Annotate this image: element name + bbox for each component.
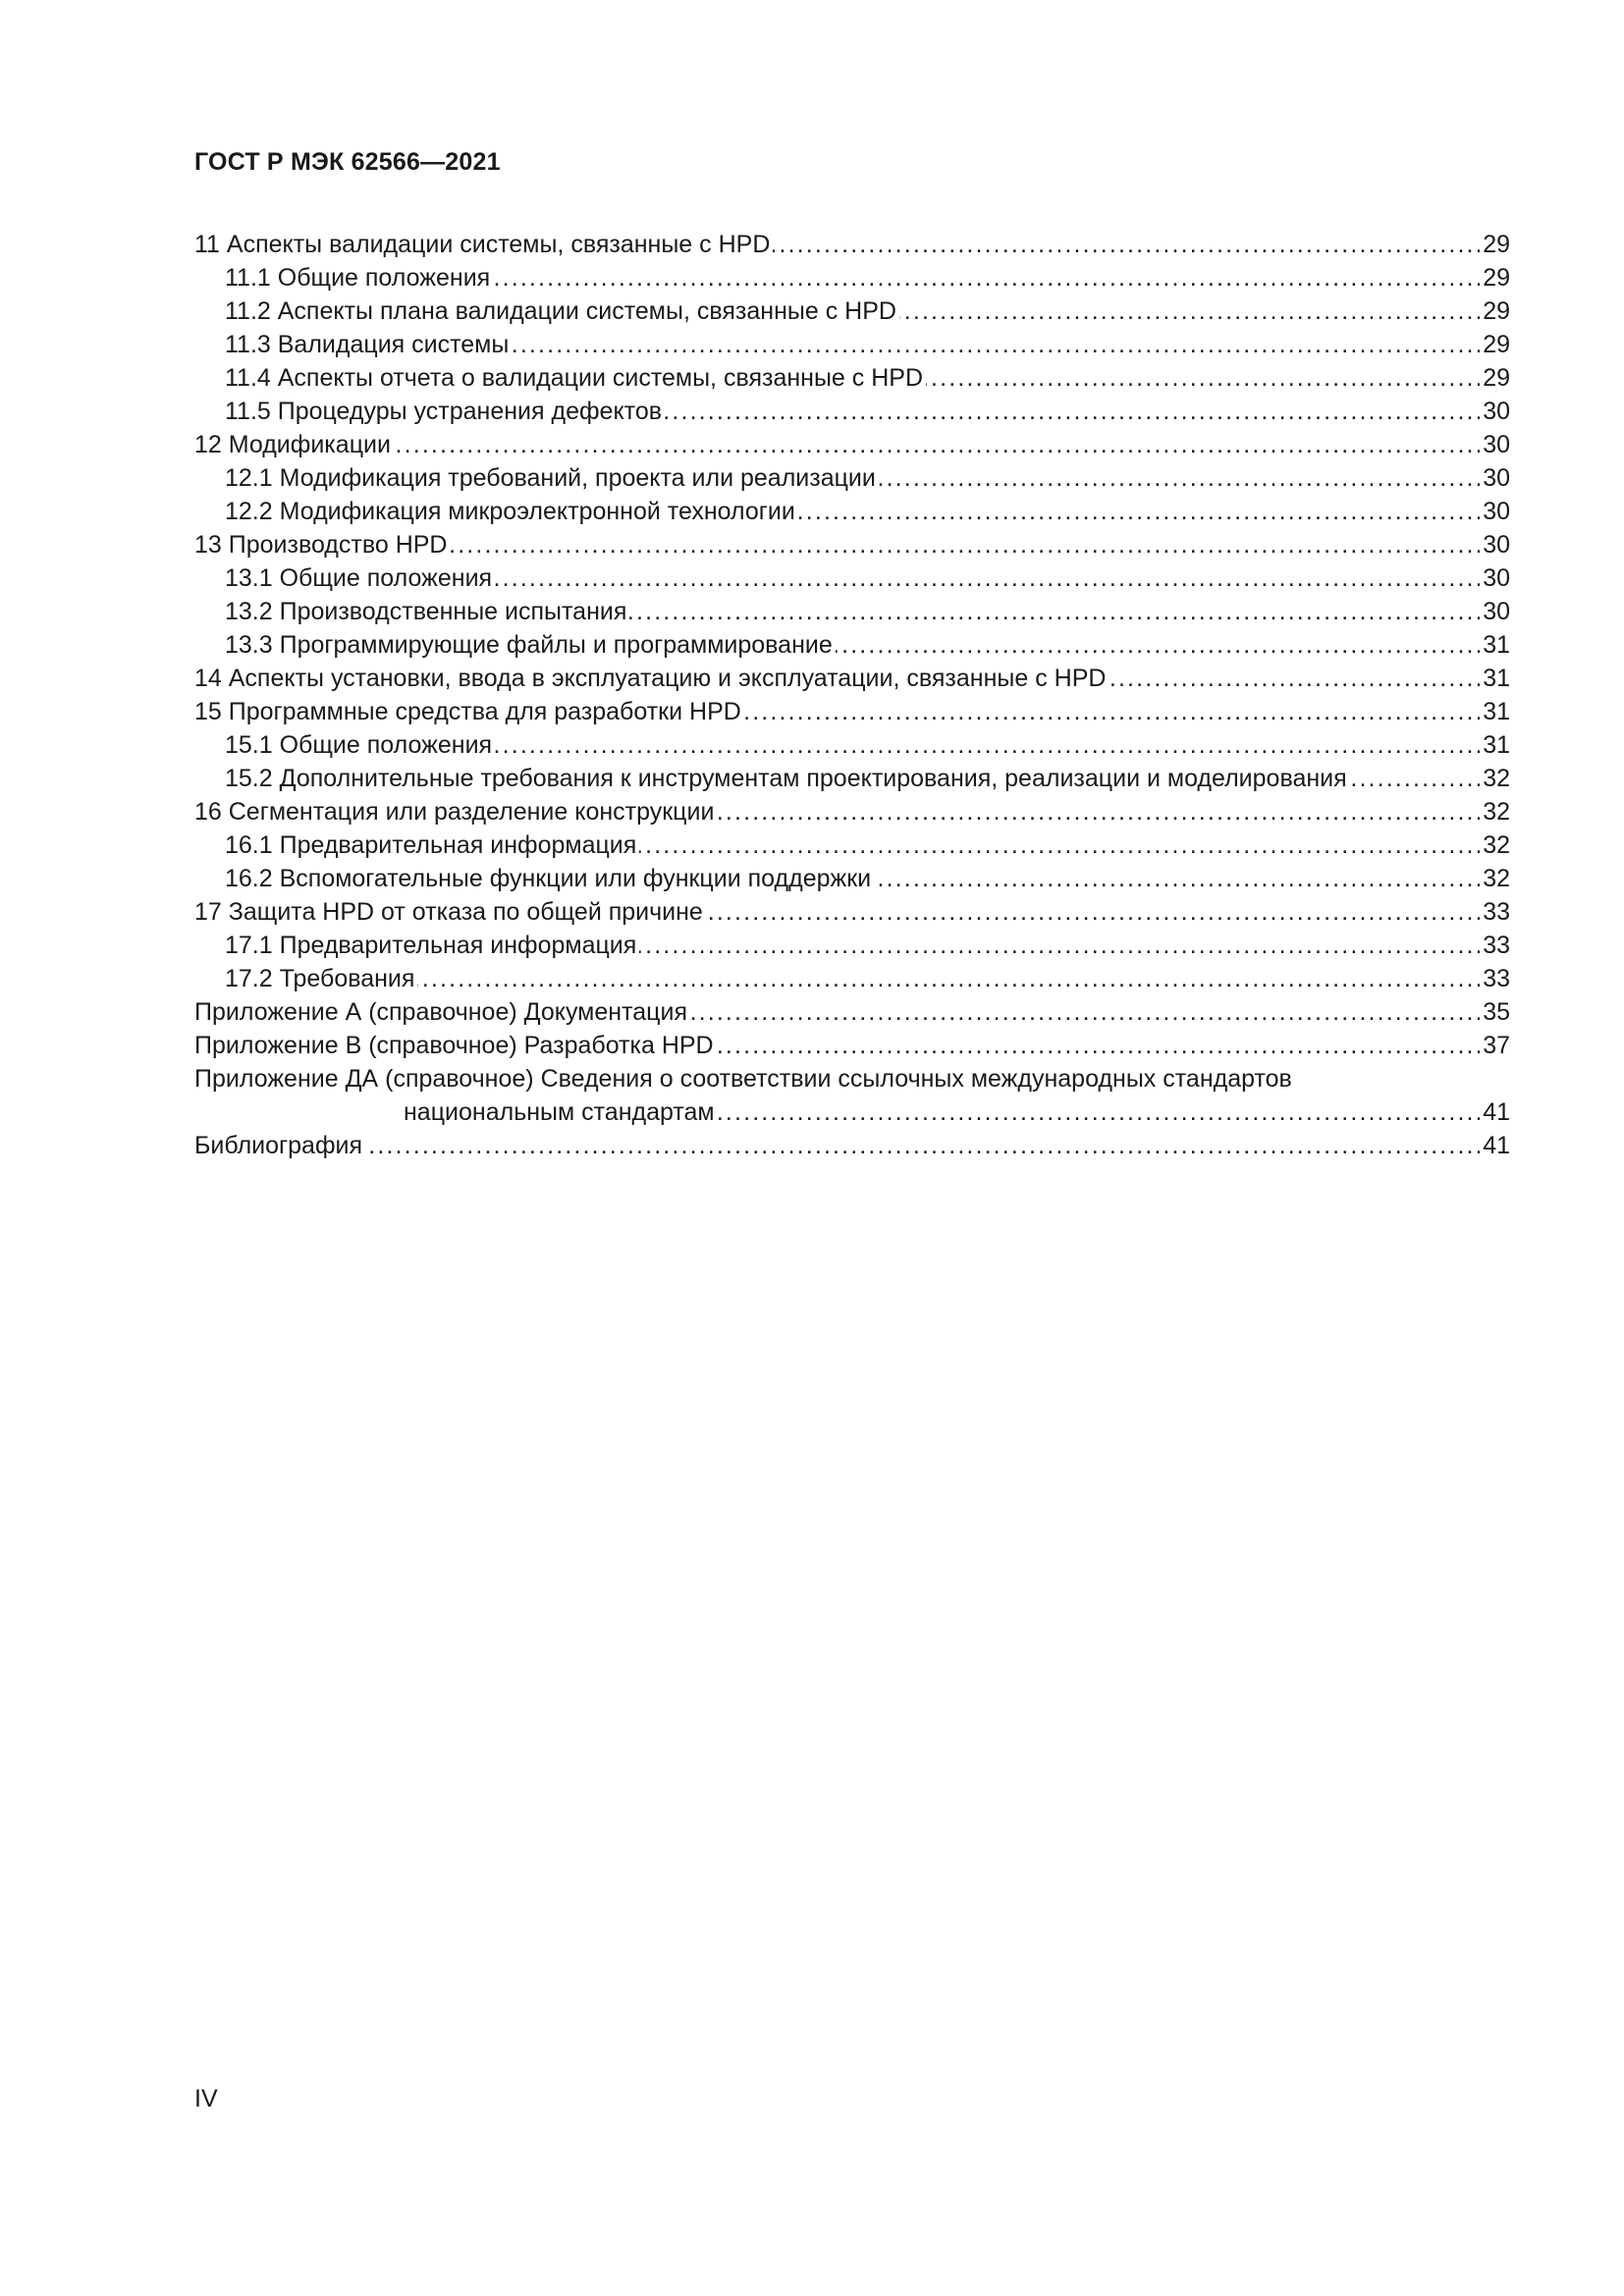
toc-entry-page: 29 — [1483, 364, 1510, 392]
toc-dot-leader — [636, 828, 1483, 862]
toc-entry-page: 35 — [1483, 998, 1510, 1026]
toc-entry[interactable] — [194, 728, 1510, 762]
toc-dot-leader — [1347, 762, 1484, 795]
toc-entry-title: 15.1 Общие положения — [225, 731, 493, 759]
toc-entry[interactable] — [194, 294, 1510, 328]
toc-entry-title: 17.2 Требования — [225, 965, 415, 992]
toc-entry-page: 30 — [1483, 464, 1510, 492]
toc-entry-page: 30 — [1483, 598, 1510, 625]
toc-dot-leader — [509, 328, 1483, 361]
toc-entry-title: 12.2 Модификация микроэлектронной технологии — [225, 498, 795, 525]
toc-entry-title: 13 Производство HPD — [194, 531, 448, 559]
toc-dot-leader — [492, 561, 1483, 595]
toc-dot-leader — [490, 261, 1483, 294]
toc-entry-title: 16.2 Вспомогательные функции или функции поддержки — [225, 865, 872, 892]
toc-entry-page: 29 — [1483, 264, 1510, 292]
toc-entry-page: 32 — [1483, 865, 1510, 892]
toc-dot-leader — [636, 929, 1483, 962]
toc-entry[interactable] — [194, 561, 1510, 595]
toc-entry-page: 32 — [1483, 831, 1510, 859]
toc-dot-leader — [391, 428, 1483, 461]
toc-entry-title: 11.1 Общие положения — [225, 264, 491, 292]
toc-entry-title: 11.2 Аспекты плана валидации системы, связанные с HPD — [225, 297, 896, 325]
toc-entry-title: Приложение В (справочное) Разработка HPD — [194, 1032, 714, 1059]
toc-entry-title: 17 Защита HPD от отказа по общей причине — [194, 898, 703, 926]
page-number: IV — [194, 2085, 218, 2112]
toc-entry-title: 16.1 Предварительная информация — [225, 831, 637, 859]
toc-entry[interactable] — [194, 762, 1510, 795]
toc-dot-leader — [414, 962, 1483, 995]
toc-entry-page: 30 — [1483, 398, 1510, 425]
toc-entry[interactable] — [194, 929, 1510, 962]
toc-entry-title: 11.4 Аспекты отчета о валидации системы, связанные с HPD — [225, 364, 924, 392]
toc-entry-page: 30 — [1483, 498, 1510, 525]
toc-entry-page: 32 — [1483, 798, 1510, 826]
toc-entry-title: 13.2 Производственные испытания — [225, 598, 627, 625]
toc-entry-page: 33 — [1483, 965, 1510, 992]
toc-entry-title: 16 Сегментация или разделение конструкции — [194, 798, 715, 826]
toc-entry-page: 29 — [1483, 297, 1510, 325]
toc-entry[interactable] — [194, 595, 1510, 628]
toc-dot-leader — [741, 695, 1483, 728]
toc-dot-leader — [833, 628, 1483, 662]
toc-entry[interactable] — [194, 628, 1510, 662]
toc-entry-title: Библиография — [194, 1132, 363, 1159]
toc-entry-title: Приложение А (справочное) Документация — [194, 998, 687, 1026]
toc-entry-title: 12.1 Модификация требований, проекта или реализации — [225, 464, 876, 492]
toc-entry-title: 11.3 Валидация системы — [225, 331, 510, 358]
toc-entry-page: 41 — [1483, 1132, 1510, 1159]
toc-entry-page: 31 — [1483, 631, 1510, 659]
toc-entry-title: 17.1 Предварительная информация — [225, 932, 637, 959]
toc-dot-leader — [876, 461, 1483, 495]
toc-entry-page: 41 — [1483, 1098, 1510, 1126]
document-header: ГОСТ Р МЭК 62566—2021 — [194, 148, 501, 176]
toc-dot-leader — [687, 995, 1483, 1029]
toc-entry-title: 15 Программные средства для разработки HPD — [194, 698, 741, 725]
toc-dot-leader — [1106, 662, 1483, 695]
toc-entry-page: 31 — [1483, 731, 1510, 759]
toc-entry-title: 11 Аспекты валидации системы, связанные с HPD — [194, 231, 771, 258]
toc-entry[interactable] — [194, 528, 1510, 561]
toc-entry-page: 31 — [1483, 665, 1510, 692]
toc-entry-page: 33 — [1483, 932, 1510, 959]
toc-dot-leader — [714, 1029, 1484, 1062]
toc-dot-leader — [770, 228, 1483, 261]
toc-dot-leader — [871, 862, 1483, 895]
toc-entry-page: 29 — [1483, 231, 1510, 258]
toc-entry-page: 30 — [1483, 564, 1510, 592]
toc-entry[interactable] — [194, 1062, 1510, 1095]
toc-dot-leader — [923, 361, 1483, 395]
toc-entry[interactable] — [194, 962, 1510, 995]
toc-entry-title: национальным стандартам — [404, 1098, 715, 1126]
toc-entry-page: 31 — [1483, 698, 1510, 725]
toc-entry[interactable] — [194, 395, 1510, 428]
toc-entry-page: 30 — [1483, 431, 1510, 458]
toc-entry[interactable] — [194, 695, 1510, 728]
toc-entry[interactable] — [194, 228, 1510, 261]
toc-entry-title: Приложение ДА (справочное) Сведения о соответствии ссылочных международных стандартов — [194, 1065, 1292, 1093]
table-of-contents — [194, 228, 1510, 1162]
toc-entry[interactable] — [194, 862, 1510, 895]
toc-entry[interactable] — [194, 662, 1510, 695]
toc-dot-leader — [362, 1129, 1483, 1162]
toc-entry[interactable] — [194, 461, 1510, 495]
toc-entry[interactable] — [194, 995, 1510, 1029]
toc-entry-page: 32 — [1483, 765, 1510, 792]
toc-entry-title: 11.5 Процедуры устранения дефектов — [225, 398, 663, 425]
toc-entry-page: 37 — [1483, 1032, 1510, 1059]
toc-entry-title: 14 Аспекты установки, ввода в эксплуатацию и эксплуатации, связанные с HPD — [194, 665, 1107, 692]
toc-entry[interactable] — [194, 1095, 1510, 1129]
toc-entry[interactable] — [194, 795, 1510, 828]
toc-entry[interactable] — [194, 495, 1510, 528]
toc-entry-title: 13.3 Программирующие файлы и программирование — [225, 631, 833, 659]
toc-dot-leader — [492, 728, 1483, 762]
toc-dot-leader — [795, 495, 1483, 528]
toc-dot-leader — [447, 528, 1483, 561]
toc-entry-title: 12 Модификации — [194, 431, 391, 458]
toc-entry-title: 15.2 Дополнительные требования к инструментам проектирования, реализации и моделирования — [225, 765, 1347, 792]
toc-dot-leader — [896, 294, 1483, 328]
toc-dot-leader — [714, 795, 1483, 828]
toc-entry[interactable] — [194, 1129, 1510, 1162]
toc-dot-leader — [662, 395, 1483, 428]
toc-entry[interactable] — [194, 261, 1510, 294]
toc-entry[interactable] — [194, 361, 1510, 395]
toc-dot-leader — [715, 1095, 1484, 1129]
toc-entry-page: 29 — [1483, 331, 1510, 358]
toc-entry-title: 13.1 Общие положения — [225, 564, 493, 592]
toc-entry[interactable] — [194, 1029, 1510, 1062]
toc-entry[interactable] — [194, 328, 1510, 361]
toc-dot-leader — [626, 595, 1483, 628]
toc-entry-page: 33 — [1483, 898, 1510, 926]
toc-entry[interactable] — [194, 895, 1510, 929]
toc-entry[interactable] — [194, 828, 1510, 862]
toc-dot-leader — [703, 895, 1483, 929]
toc-entry[interactable] — [194, 428, 1510, 461]
toc-entry-page: 30 — [1483, 531, 1510, 559]
